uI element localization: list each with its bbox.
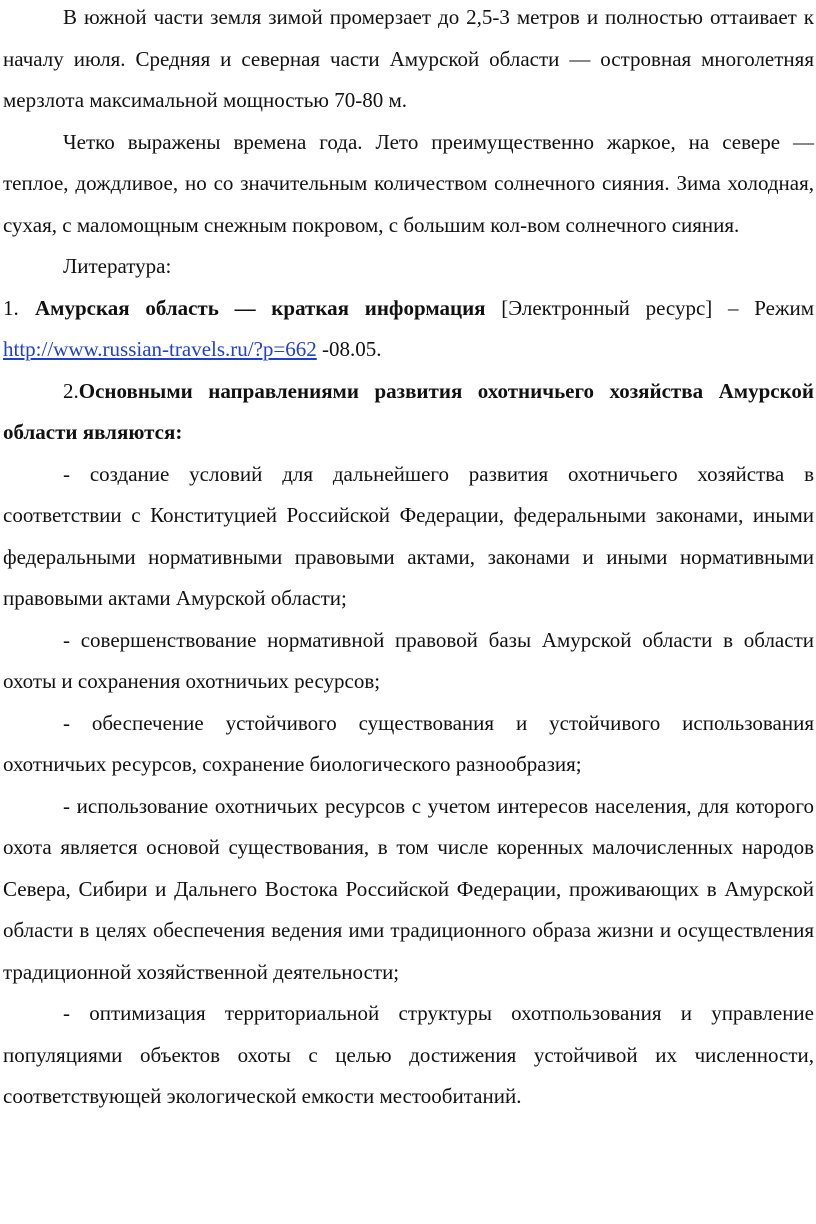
section-2-number: 2.: [63, 378, 79, 403]
list-item: - создание условий для дальнейшего развития охотничьего хозяйства в соответствии с Конституцией Российской Федерации, федеральными законами, иными федеральными нормативными правовыми актами, законами и иными нормативными правовыми актами Амурской области;: [3, 461, 814, 610]
section-2-title: Основными направлениями развития охотничьего хозяйства Амурской области являются:: [3, 378, 814, 444]
literature-item-number: 1.: [3, 295, 19, 320]
list-item: - обеспечение устойчивого существования и устойчивого использования охотничьих ресурсов, сохранение биологического разнообразия;: [3, 710, 814, 776]
literature-item-rest: [Электронный ресурс] – Режим: [485, 295, 814, 320]
literature-item-title: Амурская область — краткая информация: [35, 295, 486, 320]
literature-heading: Литература:: [63, 254, 172, 278]
paragraph-seasons: Четко выражены времена года. Лето преимущественно жаркое, на севере — теплое, дождливое, но со значительным количеством солнечного сияния. Зима холодная, сухая, с маломощным снежным покровом, с большим кол-вом солнечного сияния.: [3, 129, 814, 237]
literature-item-suffix: -08.05.: [316, 337, 382, 361]
literature-item-link[interactable]: http://www.russian-travels.ru/?p=662: [3, 337, 317, 361]
list-item: - оптимизация территориальной структуры охотпользования и управление популяциями объектов охоты с целью достижения устойчивой их численности, соответствующей экологической емкости местообитаний.: [3, 1001, 814, 1108]
literature-item-1: [3, 288, 814, 371]
list-item: - использование охотничьих ресурсов с учетом интересов населения, для которого охота является основой существования, в том числе коренных малочисленных народов Севера, Сибири и Дальнего Востока Российской Федерации, проживающих в Амурской области в целях обеспечения ведения ими традиционного образа жизни и осуществления традиционной хозяйственной деятельности;: [3, 793, 814, 984]
list-item: - совершенствование нормативной правовой базы Амурской области в области охоты и сохранения охотничьих ресурсов;: [3, 627, 814, 693]
paragraph-soil-freezing: В южной части земля зимой промерзает до 2,5-3 метров и полностью оттаивает к началу июля. Средняя и северная части Амурской области — островная многолетняя мерзлота максимальной мощностью 70-80 м.: [3, 5, 814, 112]
section-2-heading: [3, 371, 814, 454]
